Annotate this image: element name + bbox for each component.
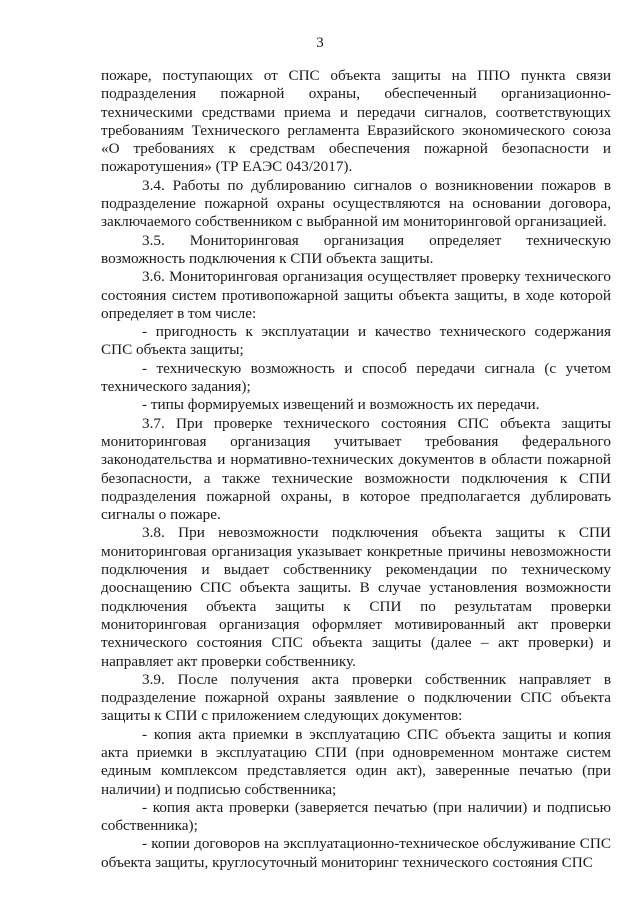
paragraph: - копия акта проверки (заверяется печатью (при наличии) и подписью собственника); xyxy=(101,798,611,835)
paragraph: - копия акта приемки в эксплуатацию СПС объекта защиты и копия акта приемки в эксплуатацию СПИ (при одновременном монтаже систем единым комплексом представляется один акт), заверенные печатью (при наличии) и подписью собственника; xyxy=(101,725,611,798)
paragraph: 3.5. Мониторинговая организация определяет техническую возможность подключения к СПИ объекта защиты. xyxy=(101,231,611,267)
paragraph: 3.9. После получения акта проверки собственник направляет в подразделение пожарной охраны заявление о подключении СПС объекта защиты к СПИ с приложением следующих документов: xyxy=(101,670,611,725)
paragraph: 3.8. При невозможности подключения объекта защиты к СПИ мониторинговая организация указывает конкретные причины невозможности подключения и выдает собственнику рекомендации по техническому дооснащению СПС объекта защиты. В случае установления возможности подключения объекта защиты к СПИ по результатам проверки мониторинговая организация оформляет мотивированный акт проверки технического состояния СПС объекта защиты (далее – акт проверки) и направляет акт проверки собственнику. xyxy=(101,524,611,670)
document-body xyxy=(101,67,611,872)
paragraph: - техническую возможность и способ передачи сигнала (с учетом технического задания); xyxy=(101,359,611,396)
paragraph: пожаре, поступающих от СПС объекта защиты на ППО пункта связи подразделения пожарной охраны, обеспеченный организационно-техническими средствами приема и передачи сигналов, соответствующих требованиям Технического регламента Евразийского экономического союза «О требованиях к средствам обеспечения пожарной безопасности и пожаротушения» (ТР ЕАЭС 043/2017). xyxy=(101,67,611,176)
paragraph: 3.6. Мониторинговая организация осуществляет проверку технического состояния систем противопожарной защиты объекта защиты, в ходе которой определяет в том числе: xyxy=(101,268,611,322)
paragraph: - типы формируемых извещений и возможность их передачи. xyxy=(142,396,540,414)
paragraph: - копии договоров на эксплуатационно-техническое обслуживание СПС объекта защиты, круглосуточный мониторинг технического состояния СПС xyxy=(101,835,611,871)
paragraph: 3.7. При проверке технического состояния СПС объекта защиты мониторинговая организация учитывает требования федерального законодательства и нормативно-технических документов в области пожарной безопасности, а также технические возможности подключения к СПИ подразделения пожарной охраны, в которое предполагается дублировать сигналы о пожаре. xyxy=(101,414,611,524)
page-number: 3 xyxy=(316,35,324,51)
paragraph: - пригодность к эксплуатации и качество технического содержания СПС объекта защиты; xyxy=(101,323,611,359)
paragraph: 3.4. Работы по дублированию сигналов о возникновении пожаров в подразделение пожарной охраны осуществляются на основании договора, заключаемого собственником с выбранной им мониторинговой организацией. xyxy=(101,176,611,231)
